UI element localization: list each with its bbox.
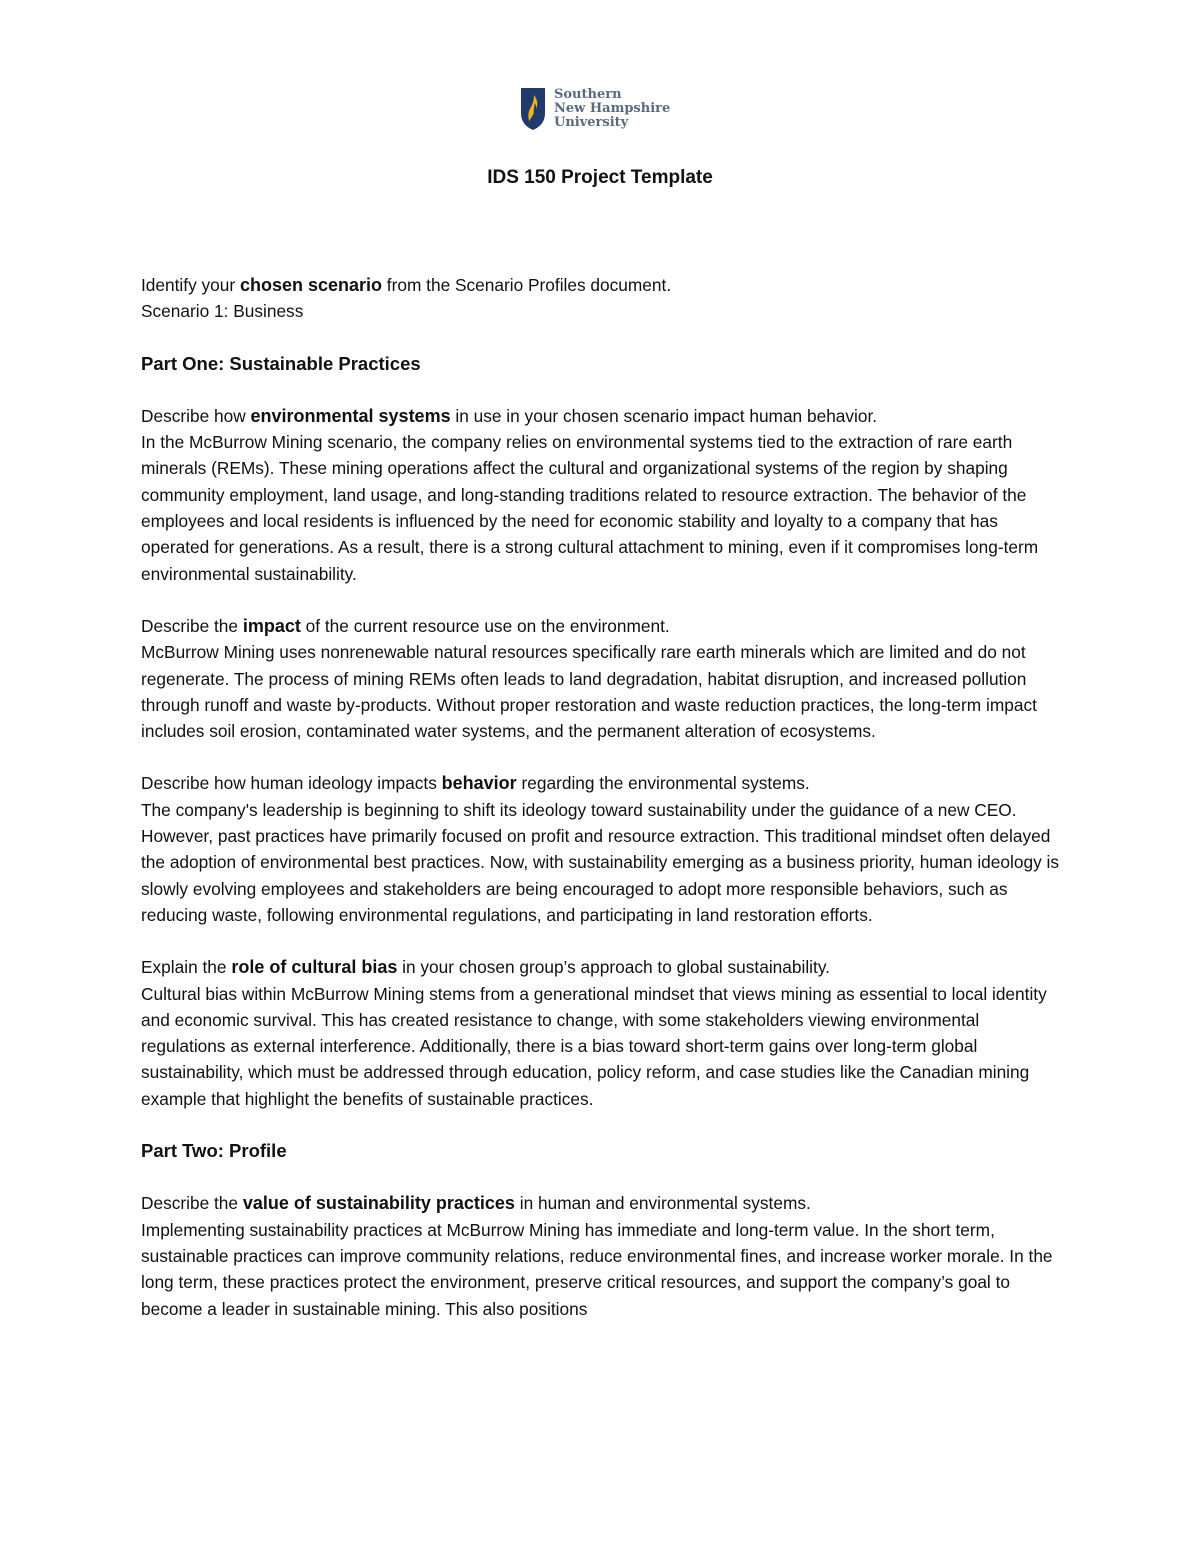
logo-line-2: New Hampshire — [554, 101, 671, 116]
shield-icon — [520, 87, 546, 131]
university-logo — [520, 84, 690, 134]
answer-sustainability-value: Implementing sustainability practices at McBurrow Mining has immediate and long-term value. In the short term, sustainable practices can improve community relations, reduce environmental fines, and increase worker morale. In the long term, these practices protect the environment, preserve critical resources, and support the company’s goal to become a leader in sustainable mining. This also positions — [141, 1219, 1053, 1319]
question-behavior: Describe how human ideology impacts behavior regarding the environmental systems. — [141, 773, 810, 794]
question-cultural-bias: Explain the role of cultural bias in your chosen group’s approach to global sustainability. — [141, 957, 830, 978]
document-body — [141, 272, 1061, 1322]
page-title: IDS 150 Project Template — [487, 167, 713, 188]
scenario-prompt: Identify your chosen scenario from the Scenario Profiles document. — [141, 275, 672, 295]
question-impact: Describe the impact of the current resource use on the environment. — [141, 615, 670, 636]
scenario-answer: Scenario 1: Business — [141, 301, 304, 322]
answer-environmental-systems: In the McBurrow Mining scenario, the company relies on environmental systems tied to the extraction of rare earth minerals (REMs). These mining operations affect the cultural and organizational systems of the region by shaping community employment, land usage, and long-standing traditions related to resource extraction. The behavior of the employees and local residents is influenced by the need for economic stability and loyalty to a company that has operated for generations. As a result, there is a strong cultural attachment to mining, even if it compromises long-term environmental sustainability. — [141, 432, 1039, 584]
question-environmental-systems: Describe how environmental systems in use in your chosen scenario impact human behavior. — [141, 405, 878, 426]
logo-line-1: Southern — [554, 87, 622, 102]
question-sustainability-value: Describe the value of sustainability practices in human and environmental systems. — [141, 1193, 811, 1214]
logo-line-3: University — [554, 115, 629, 130]
part-one-heading: Part One: Sustainable Practices — [141, 352, 421, 374]
answer-impact: McBurrow Mining uses nonrenewable natural resources specifically rare earth minerals which are limited and do not regenerate. The process of mining REMs often leads to land degradation, habitat disruption, and increased pollution through runoff and waste by-products. Without proper restoration and waste reduction practices, the long-term impact includes soil erosion, contaminated water systems, and the permanent alteration of ecosystems. — [141, 642, 1037, 742]
logo-wordmark — [554, 88, 670, 130]
part-two-heading: Part Two: Profile — [141, 1140, 287, 1162]
answer-behavior: The company's leadership is beginning to shift its ideology toward sustainability under the guidance of a new CEO. However, past practices have primarily focused on profit and resource extraction. This traditional mindset often delayed the adoption of environmental best practices. Now, with sustainability emerging as a business priority, human ideology is slowly evolving employees and stakeholders are being encouraged to adopt more responsible behaviors, such as reducing waste, following environmental regulations, and participating in land restoration efforts. — [141, 799, 1059, 925]
answer-cultural-bias: Cultural bias within McBurrow Mining stems from a generational mindset that views mining as essential to local identity and economic survival. This has created resistance to change, with some stakeholders viewing environmental regulations as external interference. Additionally, there is a bias toward short-term gains over long-term global sustainability, which must be addressed through education, policy reform, and case studies like the Canadian mining example that highlight the benefits of sustainable practices. — [141, 983, 1047, 1109]
